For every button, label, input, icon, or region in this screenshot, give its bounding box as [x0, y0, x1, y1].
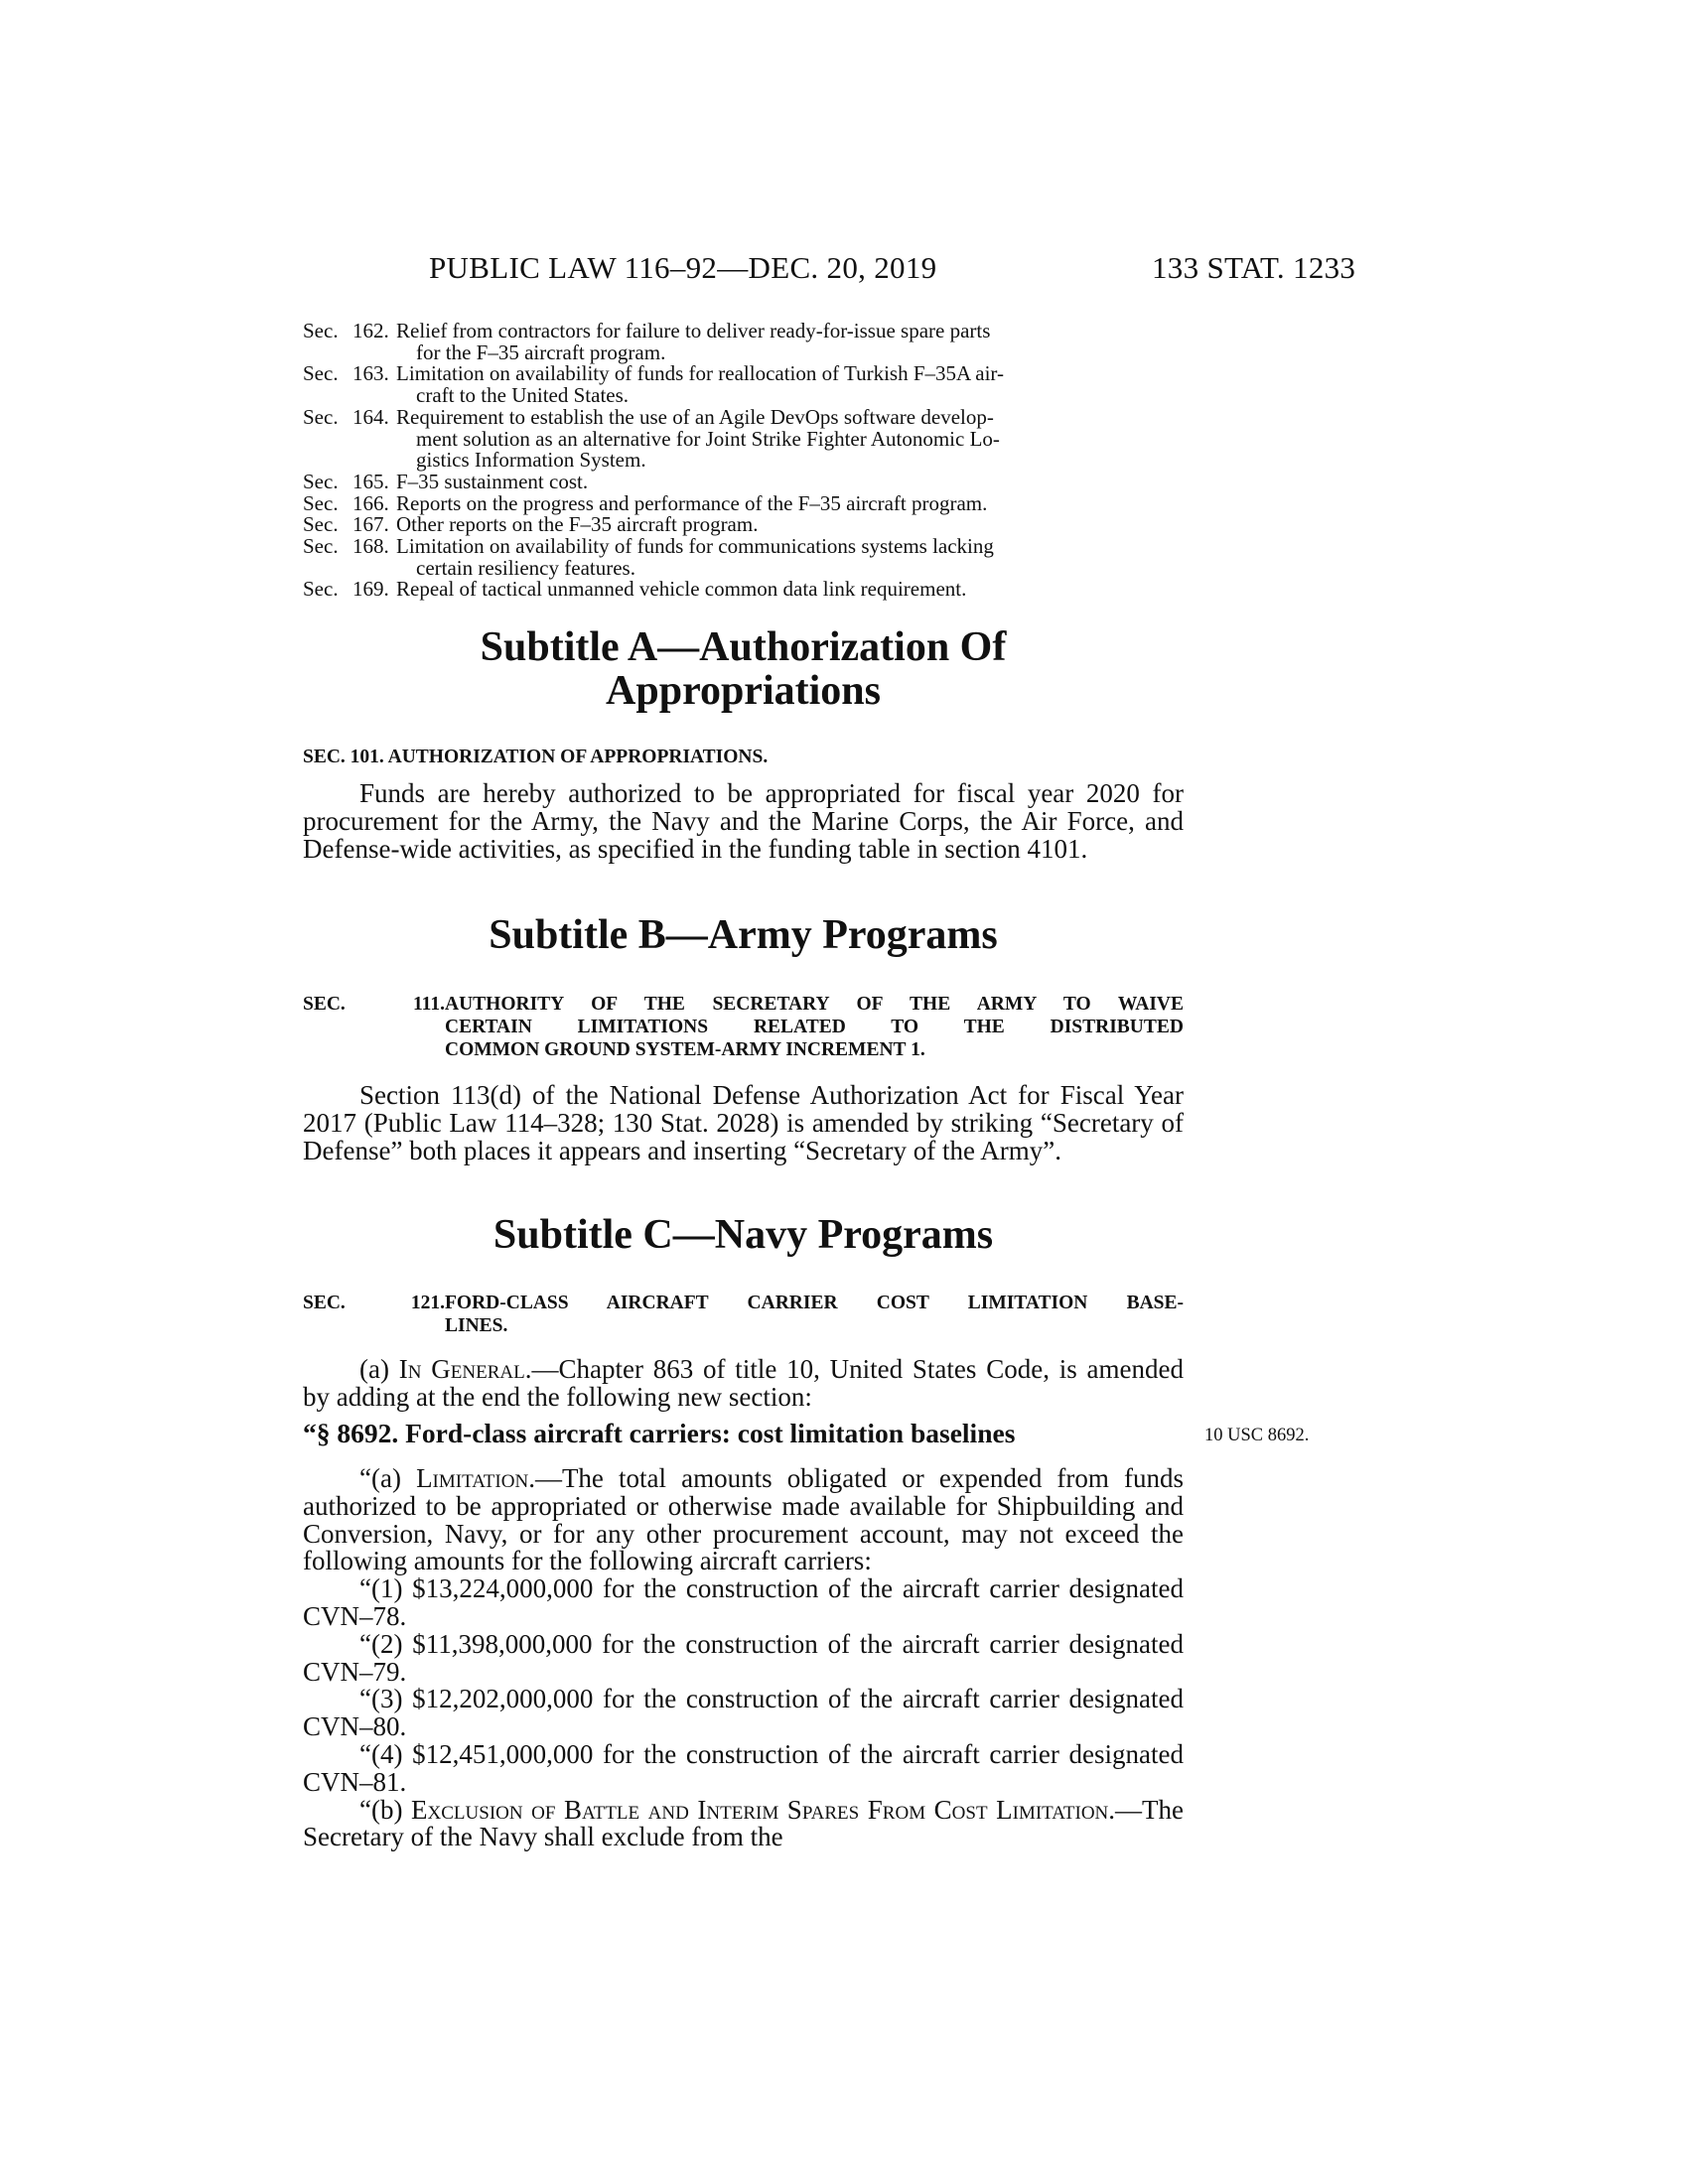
toc-sec-number: 167.: [352, 512, 389, 537]
exclusion-prefix: “(b): [359, 1794, 412, 1825]
toc-title-line1: F–35 sustainment cost.: [396, 469, 589, 493]
subsection-a-heading: In General: [398, 1354, 525, 1384]
table-of-contents: [303, 321, 1184, 601]
toc-title-line2: ment solution as an alternative for Joint Strike Fighter Autonomic Lo-: [416, 426, 1000, 451]
toc-entry: [303, 579, 1184, 601]
toc-entry: [303, 363, 1184, 406]
sec-111-body: [303, 1082, 1184, 1164]
toc-title-line2: certain resiliency features.: [416, 555, 635, 580]
toc-entry: [303, 321, 1184, 363]
toc-entry: [303, 469, 1184, 493]
toc-sec-number: 165.: [352, 469, 389, 493]
toc-sec-title: [396, 469, 1184, 493]
toc-entry: [303, 490, 1184, 515]
sec-111-line3: COMMON GROUND SYSTEM-ARMY INCREMENT 1.: [445, 1039, 925, 1060]
sec-111-line1: AUTHORITY OF THE SECRETARY OF THE ARMY TO WAIVE: [445, 994, 1184, 1015]
exclusion-text: .—The Secretary of the Navy shall exclude from the: [303, 1794, 1184, 1852]
toc-sec-number: 166.: [352, 490, 389, 515]
toc-entry: [303, 514, 1184, 536]
toc-sec-number: 169.: [352, 577, 389, 602]
cost-limitation-list: [303, 1575, 1184, 1796]
limitation-paragraph: [303, 1465, 1184, 1575]
sec-121-line1: FORD-CLASS AIRCRAFT CARRIER COST LIMITATION BASE-: [445, 1293, 1184, 1313]
toc-sec-title: [396, 363, 1184, 406]
toc-sec-title: [396, 404, 1184, 473]
toc-title-line3: gistics Information System.: [416, 448, 646, 473]
exclusion-heading: Exclusion of Battle and Interim Spares From Cost Limitation: [411, 1794, 1109, 1825]
statute-page-number: 133 STAT. 1233: [1152, 250, 1356, 285]
usc-margin-note: 10 USC 8692.: [1204, 1426, 1310, 1445]
sec-111-heading: [303, 993, 1184, 1061]
toc-sec-title: [396, 536, 1184, 579]
sec-121-line2: LINES.: [445, 1315, 508, 1336]
toc-sec-title: [396, 579, 1184, 601]
sec-101-text: Funds are hereby authorized to be appropriated for fiscal year 2020 for procurement for the Army, the Navy and the Marine Corps, the Air Force, and Defense-wide activities, as specified in the funding table in section 4101.: [303, 778, 1184, 864]
toc-sec-title: [396, 514, 1184, 536]
toc-title-line1: Relief from contractors for failure to deliver ready-for-issue spare parts: [396, 319, 991, 342]
sec-121-label: SEC. 121.: [303, 1293, 445, 1313]
sec-121-subsection-a: [303, 1356, 1184, 1412]
toc-sec-label: Sec.: [303, 469, 339, 493]
toc-sec-label: Sec.: [303, 361, 339, 386]
toc-sec-number: 162.: [352, 319, 389, 342]
toc-title-line2: for the F–35 aircraft program.: [416, 340, 666, 364]
sec-101-heading: SEC. 101. AUTHORIZATION OF APPROPRIATIONS.: [303, 747, 769, 767]
cost-limitation-item: “(3) $12,202,000,000 for the construction of the aircraft carrier designated CVN–80.: [303, 1684, 1184, 1742]
cost-limitation-item: “(4) $12,451,000,000 for the construction of the aircraft carrier designated CVN–81.: [303, 1738, 1184, 1797]
toc-sec-label: Sec.: [303, 577, 339, 602]
toc-title-line1: Reports on the progress and performance of the F–35 aircraft program.: [396, 490, 988, 515]
subtitle-b-heading: Subtitle B—Army Programs: [489, 912, 998, 958]
subsection-a-prefix: (a): [359, 1354, 399, 1384]
sec-121-heading: [303, 1292, 1184, 1337]
limitation-heading: Limitation: [416, 1463, 529, 1493]
running-header: [0, 250, 1688, 290]
subsection-a-text: .—Chapter 863 of title 10, United States Code, is amended by adding at the end the following new section:: [303, 1354, 1184, 1412]
limitation-text-block: [303, 1465, 1184, 1851]
public-law-title: PUBLIC LAW 116–92—DEC. 20, 2019: [429, 250, 937, 285]
cost-limitation-item: “(2) $11,398,000,000 for the construction of the aircraft carrier designated CVN–79.: [303, 1628, 1184, 1687]
subtitle-a-line2: Appropriations: [606, 668, 881, 714]
toc-title-line1: Limitation on availability of funds for reallocation of Turkish F–35A air-: [396, 361, 1004, 386]
toc-sec-label: Sec.: [303, 404, 339, 429]
toc-title-line1: Requirement to establish the use of an Agile DevOps software develop-: [396, 404, 994, 429]
subtitle-c-heading: Subtitle C—Navy Programs: [492, 1212, 994, 1258]
toc-title-line1: Limitation on availability of funds for communications systems lacking: [396, 534, 994, 559]
exclusion-paragraph: [303, 1794, 1184, 1852]
subtitle-a-heading: [303, 625, 1184, 713]
toc-sec-title: [396, 321, 1184, 363]
toc-title-line1: Other reports on the F–35 aircraft program.: [396, 512, 759, 537]
toc-entry: [303, 404, 1184, 473]
toc-sec-number: 164.: [352, 404, 389, 429]
sec-111-text: Section 113(d) of the National Defense Authorization Act for Fiscal Year 2017 (Public Law 114–328; 130 Stat. 2028) is amended by striking “Secretary of Defense” both places it appears and inserting “Secretary of the Army”.: [303, 1080, 1184, 1165]
toc-title-line1: Repeal of tactical unmanned vehicle common data link requirement.: [396, 577, 967, 602]
sec-111-label: SEC. 111.: [303, 994, 445, 1015]
toc-sec-label: Sec.: [303, 490, 339, 515]
limitation-prefix: “(a): [359, 1463, 417, 1493]
limitation-text: .—The total amounts obligated or expended from funds authorized to be appropriated or otherwise made available for Shipbuilding and Conversion, Navy, or for any other procurement account, may not exceed the following amounts for the following aircraft carriers:: [303, 1463, 1185, 1576]
toc-sec-label: Sec.: [303, 512, 339, 537]
toc-sec-label: Sec.: [303, 319, 339, 342]
subtitle-a-line1: Subtitle A—Authorization Of: [480, 624, 1007, 670]
sec-101-body: [303, 780, 1184, 863]
cost-limitation-item: “(1) $13,224,000,000 for the construction of the aircraft carrier designated CVN–78.: [303, 1573, 1184, 1631]
toc-sec-title: [396, 490, 1184, 515]
toc-entry: [303, 536, 1184, 579]
toc-sec-number: 163.: [352, 361, 389, 386]
toc-sec-label: Sec.: [303, 534, 339, 559]
sec-111-line2: CERTAIN LIMITATIONS RELATED TO THE DISTRIBUTED: [445, 1017, 1184, 1037]
toc-sec-number: 168.: [352, 534, 389, 559]
codified-section-heading: “§ 8692. Ford-class aircraft carriers: cost limitation baselines: [303, 1418, 1016, 1448]
toc-title-line2: craft to the United States.: [416, 383, 630, 408]
